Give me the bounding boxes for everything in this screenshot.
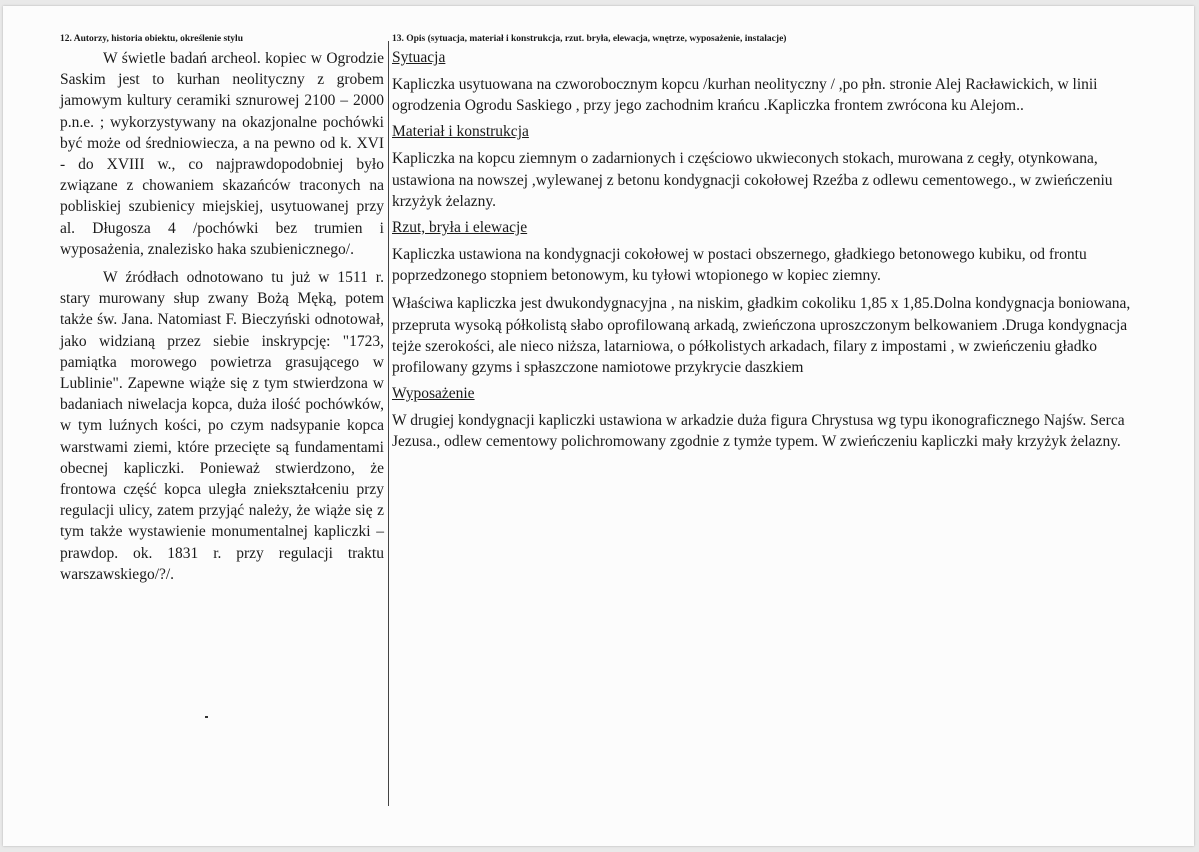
plan-paragraph-1: Kapliczka ustawiona na kondygnacji cokołowej w postaci obszernego, gładkiego betonowego kubiku, od frontu poprzedzonego stopniem betonowym, ku tyłowi wtopionego w kopiec ziemny. bbox=[392, 246, 1087, 285]
history-column bbox=[60, 34, 384, 585]
history-paragraph-2: W źródłach odnotowano tu już w 1511 r. stary murowany słup zwany Bożą Męką, potem także św. Jana. Natomiast F. Bieczyński odnotował, jako widzianą przez siebie inskrypcję: "1723, pamiątka morowego powietrza grasującego w Lublinie". Zapewne wiąże się z tym stwierdzona w badaniach niwelacja kopca, duża ilość pochówków, w tym luźnych kości, po czym nadsypanie kopca warstwami ziemi, które przecięte są fundamentami obecnej kapliczki. Ponieważ stwierdzono, że frontowa część kopca uległa zniekształceniu przy regulacji ulicy, zatem przyjąć należy, że wiąże się z tym także wystawienie monumentalnej kapliczki – prawdop. ok. 1831 r. przy regulacji traktu warszawskiego/?/. bbox=[60, 269, 384, 583]
description-heading: 13. Opis (sytuacja, materiał i konstrukcja, rzut. bryła, elewacja, wnętrze, wyposażenie, instalacje) bbox=[392, 34, 787, 44]
section-title-material: Materiał i konstrukcja bbox=[392, 123, 529, 141]
history-heading: 12. Autorzy, historia obiektu, określenie stylu bbox=[60, 34, 243, 44]
column-divider bbox=[388, 41, 389, 806]
plan-paragraph-2: Właściwa kapliczka jest dwukondygnacyjna , na niskim, gładkim cokoliku 1,85 x 1,85.Dolna kondygnacja boniowana, przepruta wysoką półkolistą słabo oprofilowaną arkadą, zwieńczona uproszczonym belkowaniem .Druga kondygnacja tejże szerokości, ale nieco niższa, latarniowa, o półkolistych arkadach, filary z impostami , w zwieńczeniu gładko profilowany gzyms i spłaszczone namiotowe przykrycie daszkiem bbox=[392, 295, 1131, 377]
equipment-paragraph: W drugiej kondygnacji kapliczki ustawiona w arkadzie duża figura Chrystusa wg typu ikonograficznego Najśw. Serca Jezusa., odlew cementowy polichromowany zgodnie z tymże typem. W zwieńczeniu kapliczki mały krzyżyk żelazny. bbox=[392, 412, 1125, 451]
section-title-plan: Rzut, bryła i elewacje bbox=[392, 219, 528, 237]
situation-paragraph: Kapliczka usytuowana na czworobocznym kopcu /kurhan neolityczny / ,po płn. stronie Alej Racławickich, w linii ogrodzenia Ogrodu Saskiego , przy jego zachodnim krańcu .Kapliczka frontem zwrócona ku Alejom.. bbox=[392, 76, 1098, 115]
stray-mark bbox=[205, 716, 208, 718]
material-paragraph: Kapliczka na kopcu ziemnym o zadarnionych i częściowo ukwieconych stokach, murowana z cegły, otynkowana, ustawiona na nowszej ,wylewanej z betonu kondygnacji cokołowej Rzeźba z odlewu cementowego., w zwieńczeniu krzyżyk żelazny. bbox=[392, 150, 1113, 210]
description-column bbox=[392, 34, 1132, 459]
section-title-situation: Sytuacja bbox=[392, 49, 446, 66]
history-paragraph-1: W świetle badań archeol. kopiec w Ogrodzie Saskim jest to kurhan neolityczny z grobem jamowym kultury ceramiki sznurowej 2100 – 2000 p.n.e. ; wykorzystywany na okazjonalne pochówki być może od średniowiecza, a na pewno od k. XVI - do XVIII w., co najprawdopodobniej było związane z chowaniem skazańców traconych na pobliskiej szubienicy miejskiej, usytuowanej przy al. Długosza 4 /pochówki bez trumien i wyposażenia, znalezisko haka szubienicznego/. bbox=[60, 50, 384, 258]
section-title-equipment: Wyposażenie bbox=[392, 385, 475, 403]
